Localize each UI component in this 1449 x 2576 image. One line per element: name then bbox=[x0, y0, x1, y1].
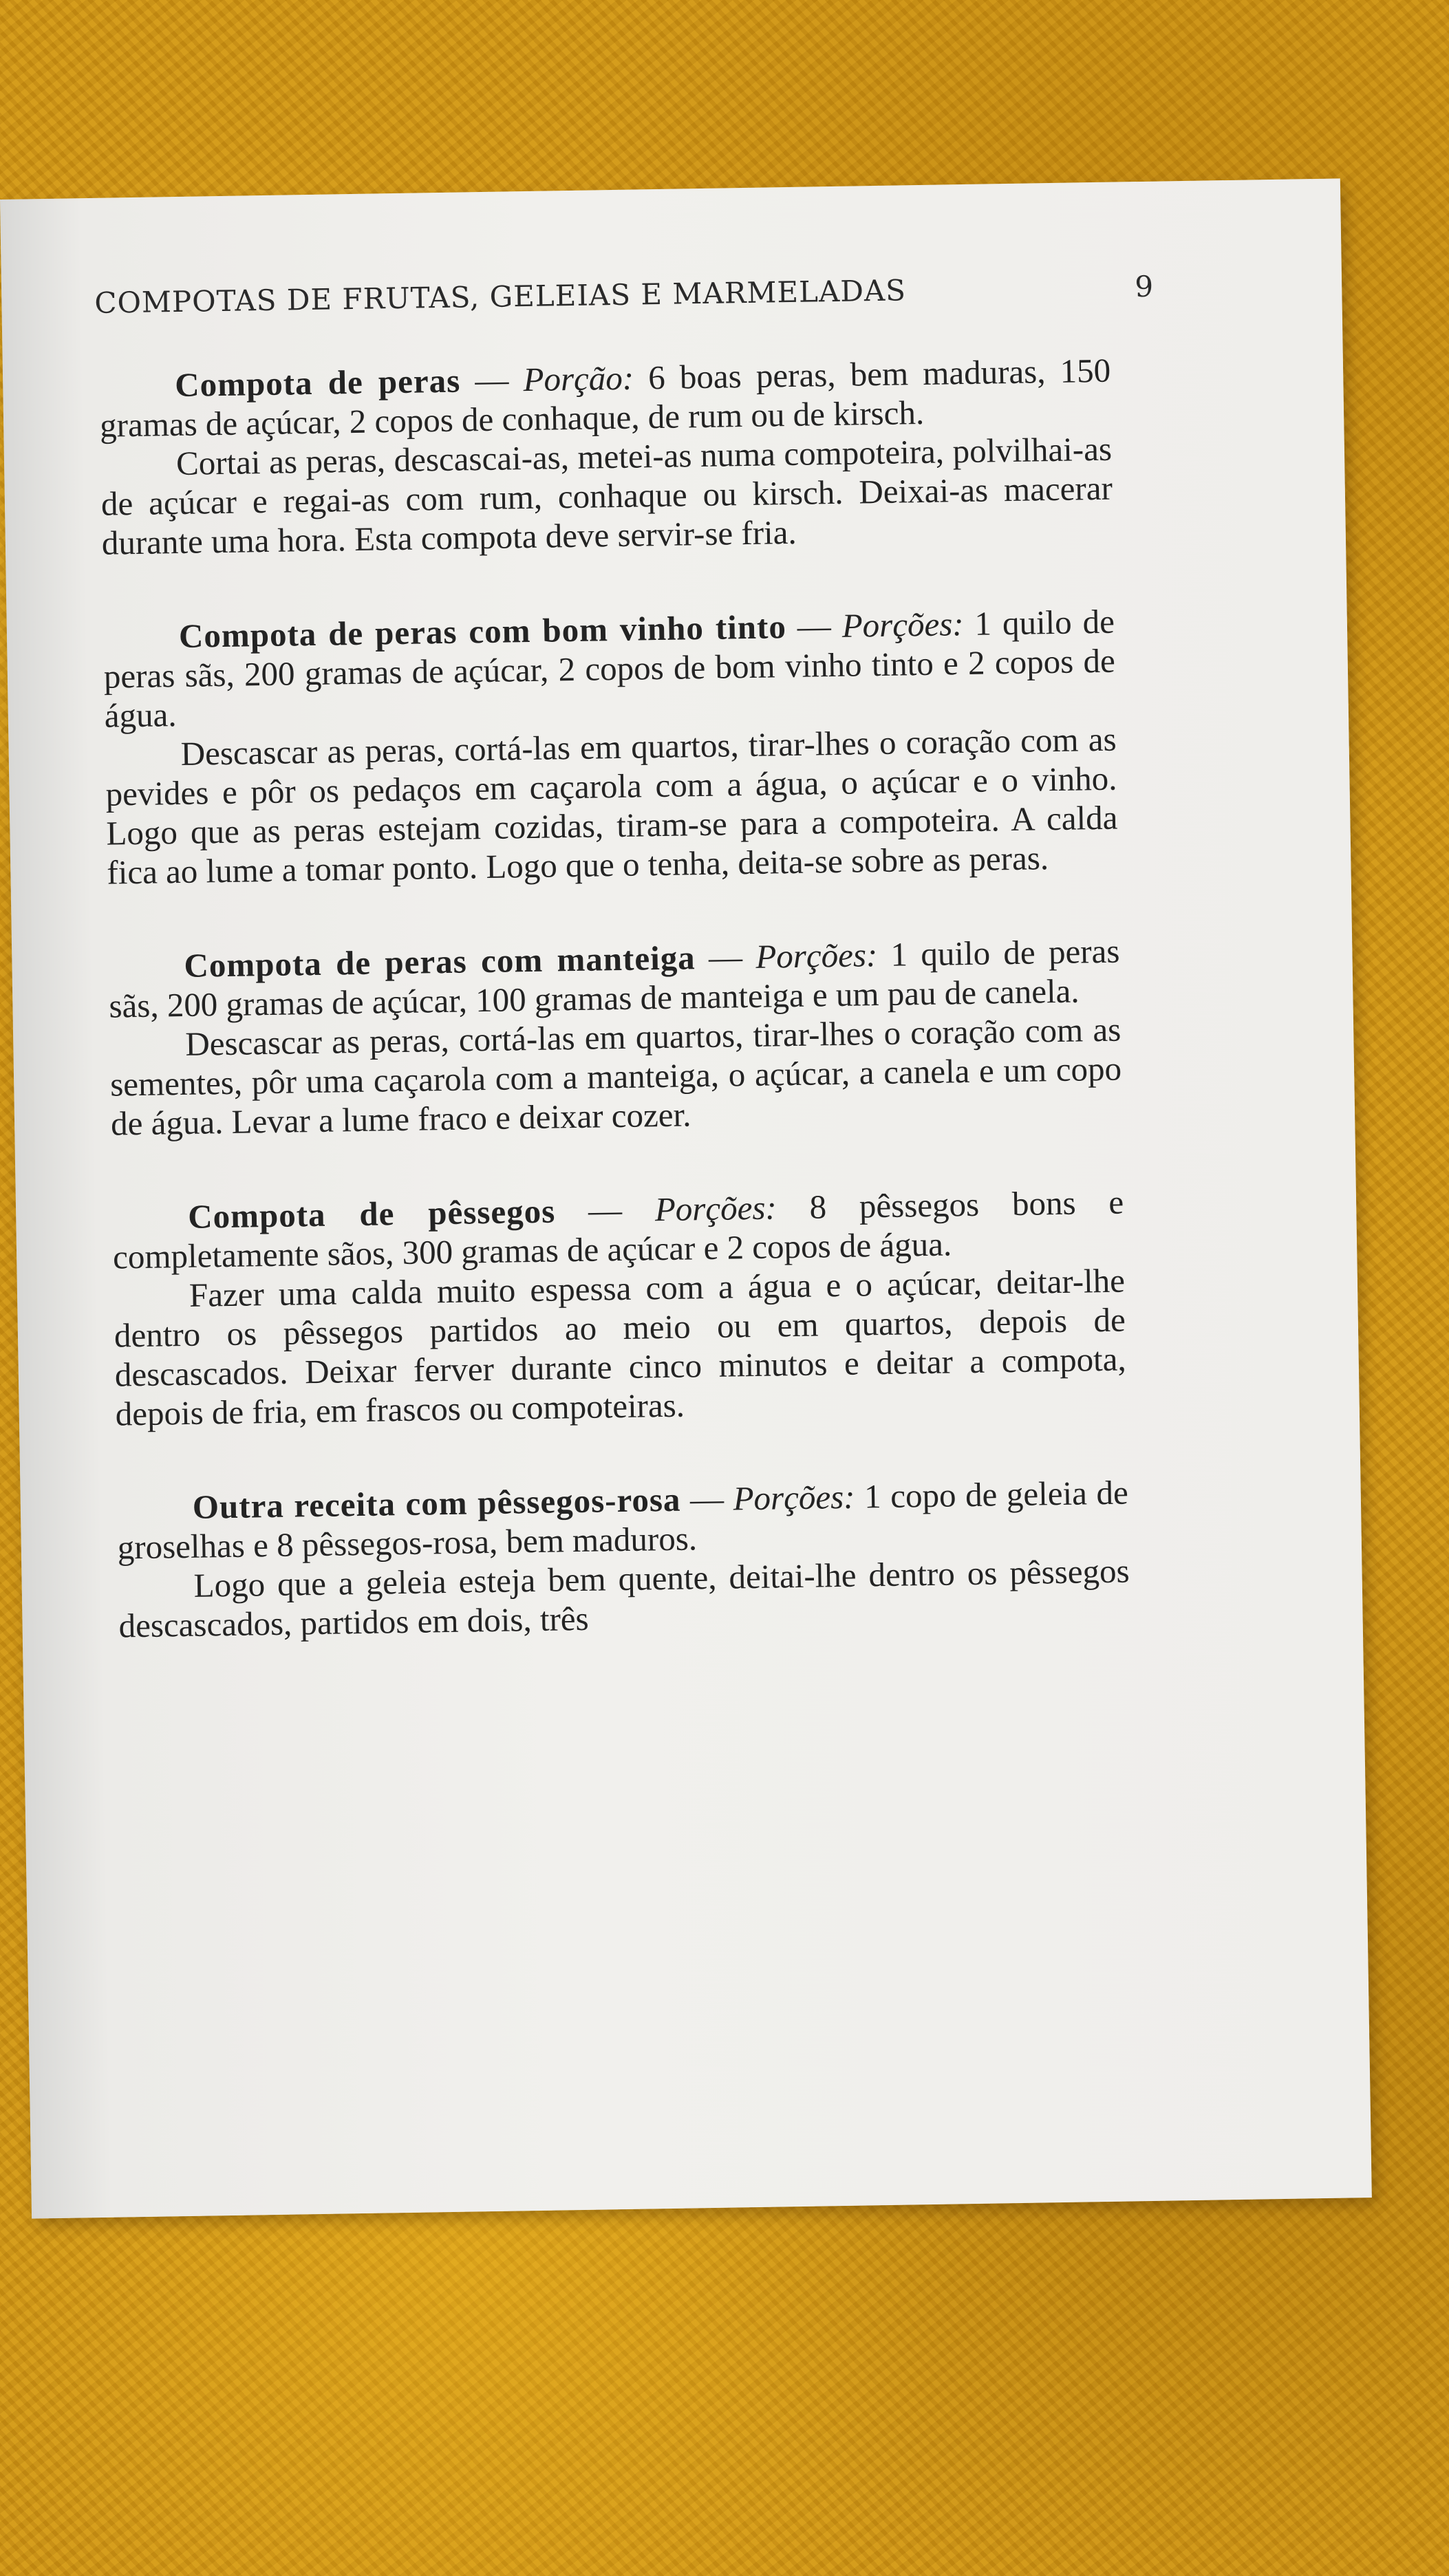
page-text bbox=[99, 351, 1131, 1701]
recipe-peach-compote bbox=[112, 1183, 1127, 1434]
running-title: COMPOTAS DE FRUTAS, GELEIAS E MARMELADAS bbox=[94, 273, 907, 320]
page-number: 9 bbox=[1135, 269, 1155, 304]
recipe-title: Compota de peras com bom vinho tinto bbox=[178, 608, 787, 655]
recipe-title: Compota de pêssegos bbox=[187, 1192, 556, 1236]
recipe-method: Cortai as peras, descascai-as, metei-as numa compoteira, polvilhai-as de açúcar e regai-as com rum, conhaque ou kirsch. Deixai-as macerar durante uma hora. Esta compota deve servir-se fria. bbox=[100, 429, 1113, 562]
recipe-title: Compota de peras com manteiga bbox=[184, 938, 696, 985]
recipe-pear-butter bbox=[108, 932, 1122, 1144]
recipe-pear-red-wine bbox=[103, 602, 1119, 892]
portion-label: Porções: bbox=[654, 1188, 777, 1229]
recipe-separator: — bbox=[460, 361, 524, 400]
portion-label: Porções: bbox=[755, 936, 878, 976]
running-header bbox=[94, 270, 1155, 320]
book-page bbox=[0, 178, 1372, 2218]
recipe-title: Outra receita com pêssegos-rosa bbox=[192, 1480, 681, 1526]
portion-label: Porção: bbox=[523, 358, 634, 399]
recipe-method: Fazer uma calda muito espessa com a água e o açúcar, deitar-lhe dentro os pêssegos partidos ao meio ou em quartos, depois de descascados. Deixar ferver durante cinco minutos e deitar a compota, depois de fria, em frascos ou compoteiras. bbox=[114, 1261, 1127, 1433]
recipe-ingredients: 1 quilo de peras sãs, 200 gramas de açúcar, 100 gramas de manteiga e um pau de canela. bbox=[108, 932, 1120, 1025]
portion-label: Porções: bbox=[733, 1477, 855, 1518]
recipe-ingredients: 1 quilo de peras sãs, 200 gramas de açúcar, 2 copos de bom vinho tinto e 2 copos de água. bbox=[103, 602, 1116, 735]
recipe-separator: — bbox=[555, 1190, 656, 1230]
recipe-separator: — bbox=[680, 1479, 734, 1518]
recipe-method: Descascar as peras, cortá-las em quartos, tirar-lhes o coração com as pevides e pôr os pedaços em caçarola com a água, o açúcar e o vinho. Logo que as peras estejam cozidas, tiram-se para a compoteira. A calda fica ao lume a tomar ponto. Logo que o tenha, deita-se sobre as peras. bbox=[105, 720, 1118, 892]
recipe-ingredients: 1 copo de geleia de groselhas e 8 pêssegos-rosa, bem maduros. bbox=[117, 1473, 1129, 1567]
recipe-rose-peach bbox=[116, 1472, 1130, 1645]
recipe-separator: — bbox=[695, 937, 756, 977]
recipe-method: Descascar as peras, cortá-las em quartos, tirar-lhes o coração com as sementes, pôr uma caçarola com a manteiga, o açúcar, a canela e um copo de água. Levar a lume fraco e deixar cozer. bbox=[109, 1010, 1122, 1143]
recipe-intro bbox=[103, 602, 1117, 736]
recipe-pear-compote bbox=[99, 351, 1113, 563]
recipe-ingredients: 8 pêssegos bons e completamente sãos, 300 gramas de açúcar e 2 copos de água. bbox=[112, 1183, 1124, 1276]
recipe-method: Logo que a geleia esteja bem quente, deitai-lhe dentro os pêssegos descascados, partidos em dois, três bbox=[118, 1552, 1130, 1645]
recipe-ingredients: 6 boas peras, bem maduras, 150 gramas de açúcar, 2 copos de conhaque, de rum ou de kirsch. bbox=[99, 351, 1111, 444]
portion-label: Porções: bbox=[841, 605, 965, 645]
recipe-separator: — bbox=[786, 606, 843, 646]
recipe-title: Compota de peras bbox=[174, 361, 461, 405]
